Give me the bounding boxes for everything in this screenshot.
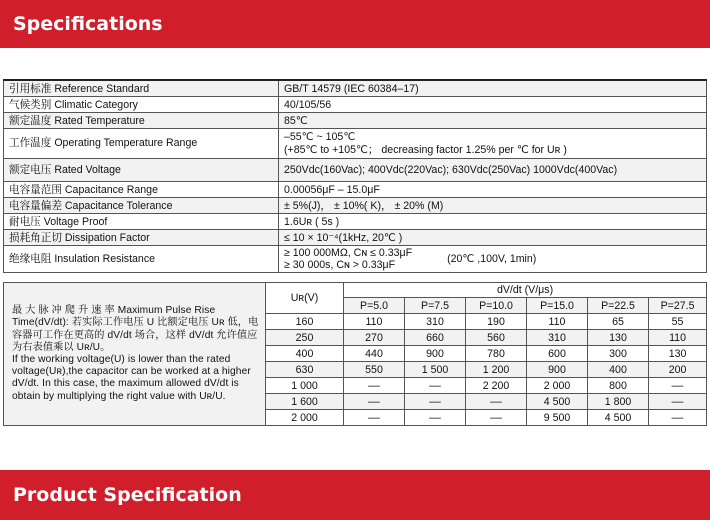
dvdt-value: 310 bbox=[405, 314, 466, 330]
dvdt-value: 110 bbox=[527, 314, 588, 330]
dvdt-value: 270 bbox=[344, 330, 405, 346]
dvdt-value: 300 bbox=[588, 346, 649, 362]
product-specification-heading-text: Product Specification bbox=[13, 484, 242, 506]
spec-value: 250Vdc(160Vac); 400Vdc(220Vac); 630Vdc(250Vac) 1000Vdc(400Vac) bbox=[279, 159, 707, 182]
ur-value: 160 bbox=[266, 314, 344, 330]
dvdt-value: 4 500 bbox=[527, 394, 588, 410]
spec-value: ≤ 10 × 10⁻⁴(1kHz, 20℃ ) bbox=[279, 230, 707, 246]
dvdt-value: 440 bbox=[344, 346, 405, 362]
pitch-header: P=27.5 bbox=[649, 298, 707, 314]
spec-row-rated-temperature bbox=[4, 113, 707, 129]
dvdt-value: 560 bbox=[466, 330, 527, 346]
spec-value-line-1: ≥ 100 000MΩ, Cɴ ≤ 0.33μF bbox=[284, 247, 413, 259]
dvdt-value: 9 500 bbox=[527, 410, 588, 426]
dvdt-value: 190 bbox=[466, 314, 527, 330]
dvdt-value: 400 bbox=[588, 362, 649, 378]
dvdt-value: 900 bbox=[527, 362, 588, 378]
spec-label: 耐电压 Voltage Proof bbox=[4, 214, 279, 230]
spec-value: ± 5%(J)， ± 10%( K)， ± 20% (M) bbox=[279, 198, 707, 214]
dvdt-value: 600 bbox=[527, 346, 588, 362]
ur-value: 1 000 bbox=[266, 378, 344, 394]
dvdt-value: 780 bbox=[466, 346, 527, 362]
pitch-header: P=22.5 bbox=[588, 298, 649, 314]
spec-label: 气候类别 Climatic Category bbox=[4, 97, 279, 113]
dvdt-header-row bbox=[4, 283, 707, 298]
dvdt-value: –– bbox=[344, 394, 405, 410]
dvdt-value: 130 bbox=[588, 330, 649, 346]
product-specification-heading bbox=[0, 470, 710, 520]
dvdt-value: 55 bbox=[649, 314, 707, 330]
spec-label: 电容量偏差 Capacitance Tolerance bbox=[4, 198, 279, 214]
dvdt-value: –– bbox=[649, 394, 707, 410]
specifications-heading-text: Specifications bbox=[13, 13, 163, 35]
spec-value: 0.00056μF – 15.0μF bbox=[279, 182, 707, 198]
spec-label: 电容量范围 Capacitance Range bbox=[4, 182, 279, 198]
dvdt-value: 1 800 bbox=[588, 394, 649, 410]
dvdt-value: –– bbox=[649, 410, 707, 426]
specifications-table bbox=[3, 79, 707, 273]
spec-row-voltage-proof bbox=[4, 214, 707, 230]
ur-header: Uʀ(V) bbox=[266, 283, 344, 314]
dvdt-description-en: If the working voltage(U) is lower than the rated voltage(Uʀ),the capacitor can be worked at a higher dV/dt. In this case, the maximum allowed dV/dt is obtain by multiplying the right value with Uʀ/U. bbox=[12, 354, 251, 402]
dvdt-group-header: dV/dt (V/μs) bbox=[344, 283, 707, 298]
spec-row-insulation-resistance bbox=[4, 246, 707, 273]
spec-row-reference-standard bbox=[4, 80, 707, 97]
dvdt-value: 110 bbox=[649, 330, 707, 346]
dvdt-table bbox=[3, 282, 707, 426]
spec-row-dissipation-factor bbox=[4, 230, 707, 246]
spec-row-operating-temperature bbox=[4, 129, 707, 159]
spec-label: 额定温度 Rated Temperature bbox=[4, 113, 279, 129]
dvdt-value: 110 bbox=[344, 314, 405, 330]
spec-value bbox=[279, 129, 707, 159]
dvdt-value: 2 000 bbox=[527, 378, 588, 394]
dvdt-value: 310 bbox=[527, 330, 588, 346]
pitch-header: P=15.0 bbox=[527, 298, 588, 314]
dvdt-value: 65 bbox=[588, 314, 649, 330]
spec-value: GB/T 14579 (IEC 60384–17) bbox=[279, 80, 707, 97]
spec-value-conditions: (20℃ ,100V, 1min) bbox=[447, 253, 537, 265]
spec-label: 绝缘电阻 Insulation Resistance bbox=[4, 246, 279, 273]
spec-row-capacitance-range bbox=[4, 182, 707, 198]
spec-value-line-1: –55℃ ~ 105℃ bbox=[284, 130, 356, 143]
pitch-header: P=7.5 bbox=[405, 298, 466, 314]
spec-label: 额定电压 Rated Voltage bbox=[4, 159, 279, 182]
dvdt-value: 1 200 bbox=[466, 362, 527, 378]
dvdt-value: –– bbox=[405, 410, 466, 426]
dvdt-value: 800 bbox=[588, 378, 649, 394]
dvdt-value: 1 500 bbox=[405, 362, 466, 378]
dvdt-value: –– bbox=[466, 394, 527, 410]
dvdt-value: 2 200 bbox=[466, 378, 527, 394]
pitch-header: P=10.0 bbox=[466, 298, 527, 314]
dvdt-value: 200 bbox=[649, 362, 707, 378]
dvdt-description bbox=[4, 283, 266, 426]
dvdt-value: 4 500 bbox=[588, 410, 649, 426]
spec-label: 引用标准 Reference Standard bbox=[4, 80, 279, 97]
ur-value: 1 600 bbox=[266, 394, 344, 410]
dvdt-value: 130 bbox=[649, 346, 707, 362]
spec-value: 85℃ bbox=[279, 113, 707, 129]
dvdt-value: –– bbox=[405, 394, 466, 410]
dvdt-value: –– bbox=[405, 378, 466, 394]
ur-value: 2 000 bbox=[266, 410, 344, 426]
spec-row-capacitance-tolerance bbox=[4, 198, 707, 214]
pitch-header: P=5.0 bbox=[344, 298, 405, 314]
spec-value-line-2: (+85℃ to +105℃； decreasing factor 1.25% per ℃ for Uʀ ) bbox=[284, 143, 567, 156]
ur-value: 630 bbox=[266, 362, 344, 378]
dvdt-value: 900 bbox=[405, 346, 466, 362]
spec-label: 损耗角正切 Dissipation Factor bbox=[4, 230, 279, 246]
spec-value: 1.6Uʀ ( 5s ) bbox=[279, 214, 707, 230]
dvdt-value: –– bbox=[466, 410, 527, 426]
spec-row-climatic-category bbox=[4, 97, 707, 113]
ur-value: 250 bbox=[266, 330, 344, 346]
spec-value: 40/105/56 bbox=[279, 97, 707, 113]
dvdt-value: –– bbox=[649, 378, 707, 394]
spec-label: 工作温度 Operating Temperature Range bbox=[4, 129, 279, 159]
specifications-heading bbox=[0, 0, 710, 48]
spec-row-rated-voltage bbox=[4, 159, 707, 182]
spec-value bbox=[279, 246, 707, 273]
spec-value-line-2: ≥ 30 000s, Cɴ > 0.33μF bbox=[284, 259, 396, 271]
dvdt-value: –– bbox=[344, 378, 405, 394]
dvdt-value: 660 bbox=[405, 330, 466, 346]
ur-value: 400 bbox=[266, 346, 344, 362]
dvdt-value: 550 bbox=[344, 362, 405, 378]
dvdt-description-cn: 最 大 脉 冲 爬 升 速 率 Maximum Pulse Rise Time(dV/dt): 若实际工作电压 U 比额定电压 Uʀ 低，电容器可工作在更高的 dV/dt 场合，这样 dV/dt 允许值应为右表值乘以 Uʀ/U。 bbox=[12, 305, 259, 353]
dvdt-value: –– bbox=[344, 410, 405, 426]
